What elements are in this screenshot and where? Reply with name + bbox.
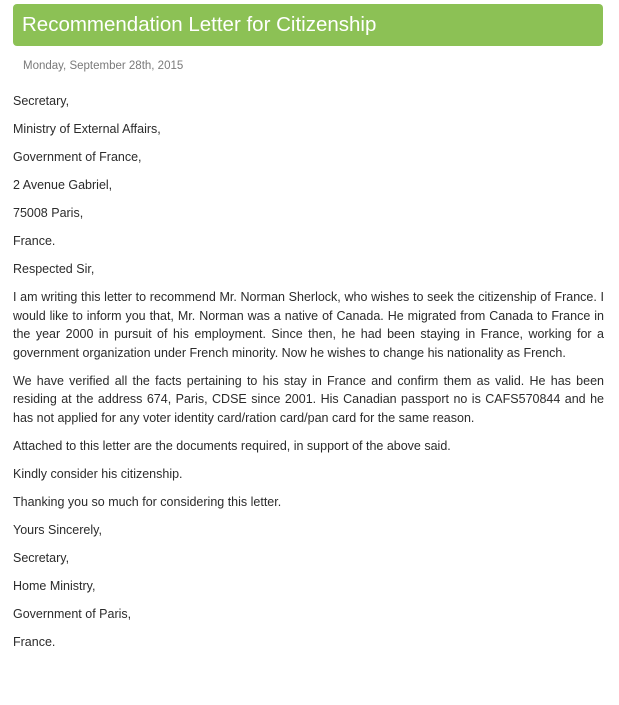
letter-body (13, 92, 604, 661)
recipient-line: 2 Avenue Gabriel, (13, 178, 113, 192)
letter-paragraph: Kindly consider his citizenship. (13, 466, 183, 481)
sender-line: France. (13, 634, 56, 649)
closing: Yours Sincerely, (13, 522, 102, 537)
sender-line: Secretary, (13, 550, 70, 565)
page-title: Recommendation Letter for Citizenship (22, 13, 377, 36)
salutation: Respected Sir, (13, 262, 95, 276)
post-date: Monday, September 28th, 2015 (23, 60, 184, 72)
sender-line: Home Ministry, (13, 578, 96, 593)
letter-paragraph: Thanking you so much for considering this letter. (13, 494, 282, 509)
recipient-line: Ministry of External Affairs, (13, 122, 161, 136)
recipient-line: Government of France, (13, 150, 142, 164)
recipient-line: France. (13, 234, 56, 248)
letter-paragraph: I am writing this letter to recommend Mr. Norman Sherlock, who wishes to seek the citizenship of France. I would like to inform you that, Mr. Norman was a native of Canada. He migrated from Canada to France in the year 2000 in pursuit of his employment. Since then, he had been staying in France, working for a government organization under French minority. Now he wishes to change his nationality as French. (13, 290, 604, 360)
recipient-line: Secretary, (13, 94, 70, 108)
recipient-line: 75008 Paris, (13, 206, 84, 220)
letter-paragraph: Attached to this letter are the documents required, in support of the above said. (13, 438, 451, 453)
title-bar (13, 4, 603, 46)
letter-paragraph: We have verified all the facts pertaining to his stay in France and confirm them as valid. He has been residing at the address 674, Paris, CDSE since 2001. His Canadian passport no is CAFS570844 and he has not applied for any voter identity card/ration card/pan card for the same reason. (13, 373, 604, 425)
sender-line: Government of Paris, (13, 606, 132, 621)
